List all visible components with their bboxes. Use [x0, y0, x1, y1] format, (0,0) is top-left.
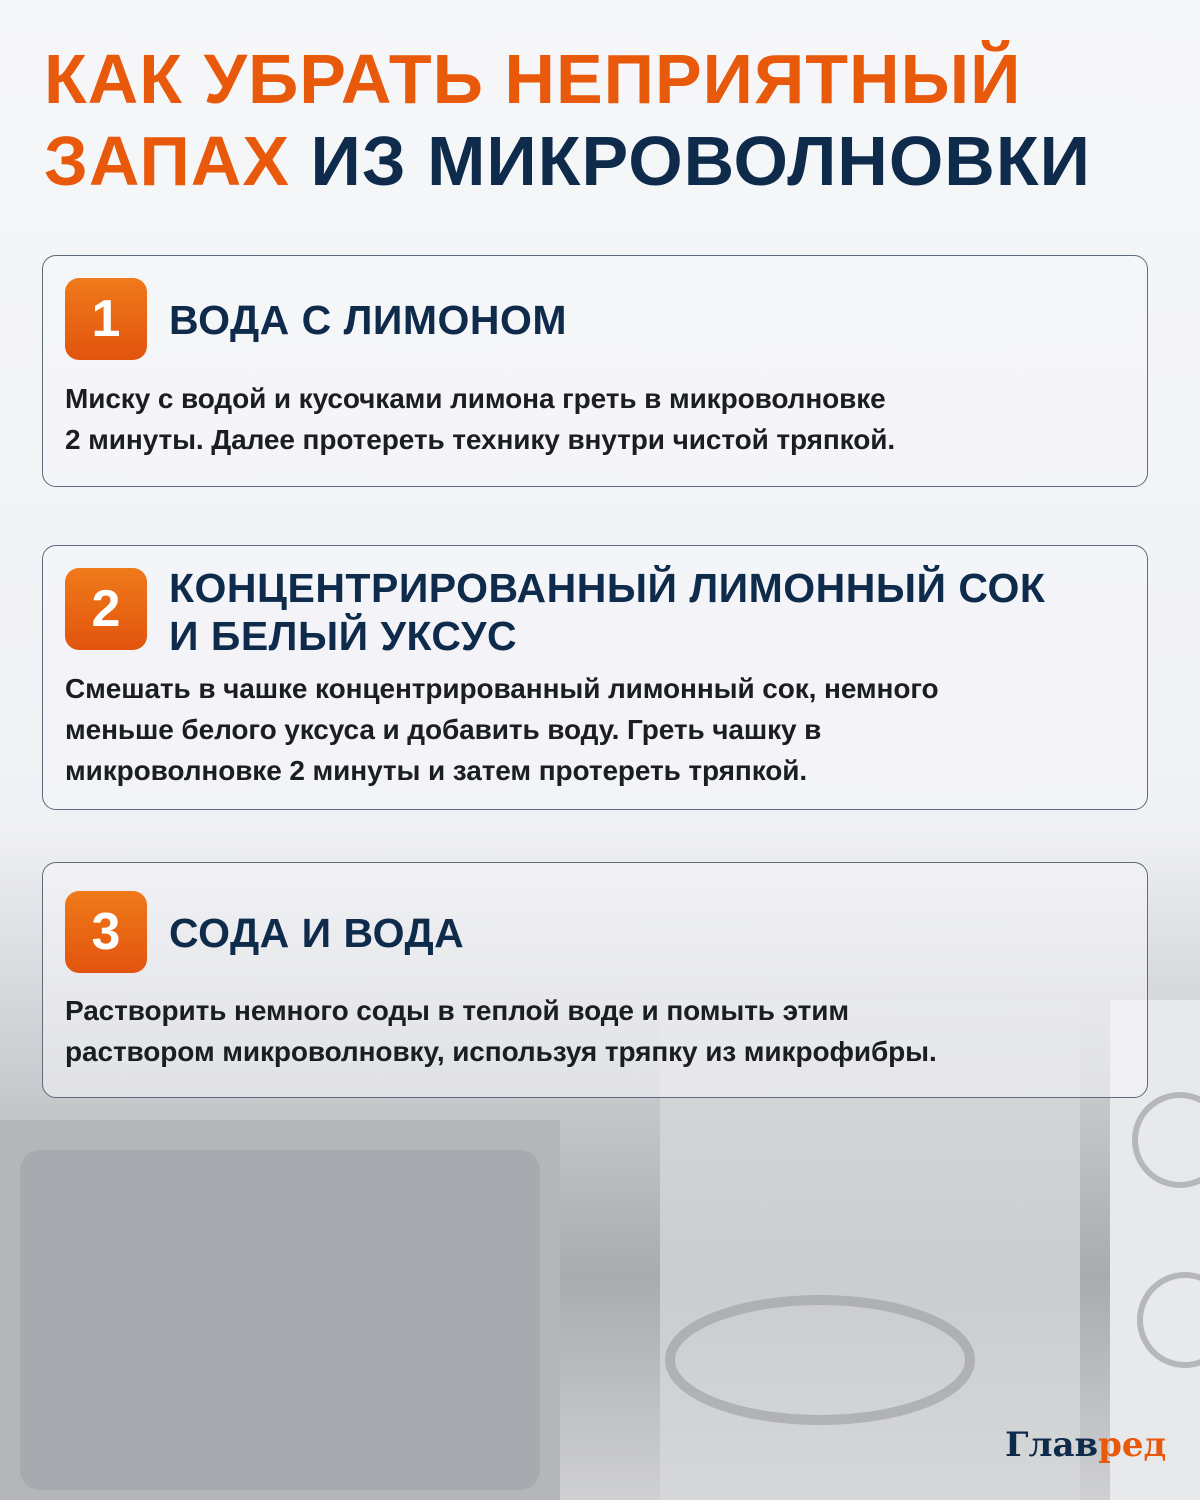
title-line-2-orange: ЗАПАХ [44, 122, 291, 200]
heading-line: И БЕЛЫЙ УКСУС [169, 613, 518, 659]
text-line: 2 минуты. Далее протереть технику внутри чистой тряпкой. [65, 424, 896, 455]
step-heading [169, 564, 1045, 660]
text-line: микроволновке 2 минуты и затем протереть тряпкой. [65, 755, 808, 786]
heading-line: КОНЦЕНТРИРОВАННЫЙ ЛИМОННЫЙ СОК [169, 565, 1046, 611]
title-line-2-navy: ИЗ МИКРОВОЛНОВКИ [310, 122, 1091, 200]
text-line: Растворить немного соды в теплой воде и помыть этим [65, 995, 849, 1026]
step-number-badge: 3 [65, 891, 147, 973]
logo-part-2: ред [1098, 1425, 1167, 1465]
text-line: раствором микроволновку, используя тряпку из микрофибры. [65, 1036, 937, 1067]
page-title [44, 38, 1091, 202]
step-heading: ВОДА С ЛИМОНОМ [169, 297, 568, 343]
step-card-3 [42, 862, 1148, 1098]
step-text [65, 668, 939, 791]
step-card-2 [42, 545, 1148, 810]
step-number-badge: 1 [65, 278, 147, 360]
step-card-1 [42, 255, 1148, 487]
step-heading: СОДА И ВОДА [169, 910, 465, 956]
logo-part-1: Глав [1005, 1425, 1099, 1465]
title-line-1: КАК УБРАТЬ НЕПРИЯТНЫЙ [44, 40, 1022, 118]
step-text [65, 990, 937, 1072]
text-line: Смешать в чашке концентрированный лимонный сок, немного [65, 673, 939, 704]
text-line: меньше белого уксуса и добавить воду. Греть чашку в [65, 714, 822, 745]
step-number-badge: 2 [65, 568, 147, 650]
step-text [65, 378, 895, 460]
text-line: Миску с водой и кусочками лимона греть в микроволновке [65, 383, 886, 414]
glavred-logo [1005, 1425, 1166, 1465]
